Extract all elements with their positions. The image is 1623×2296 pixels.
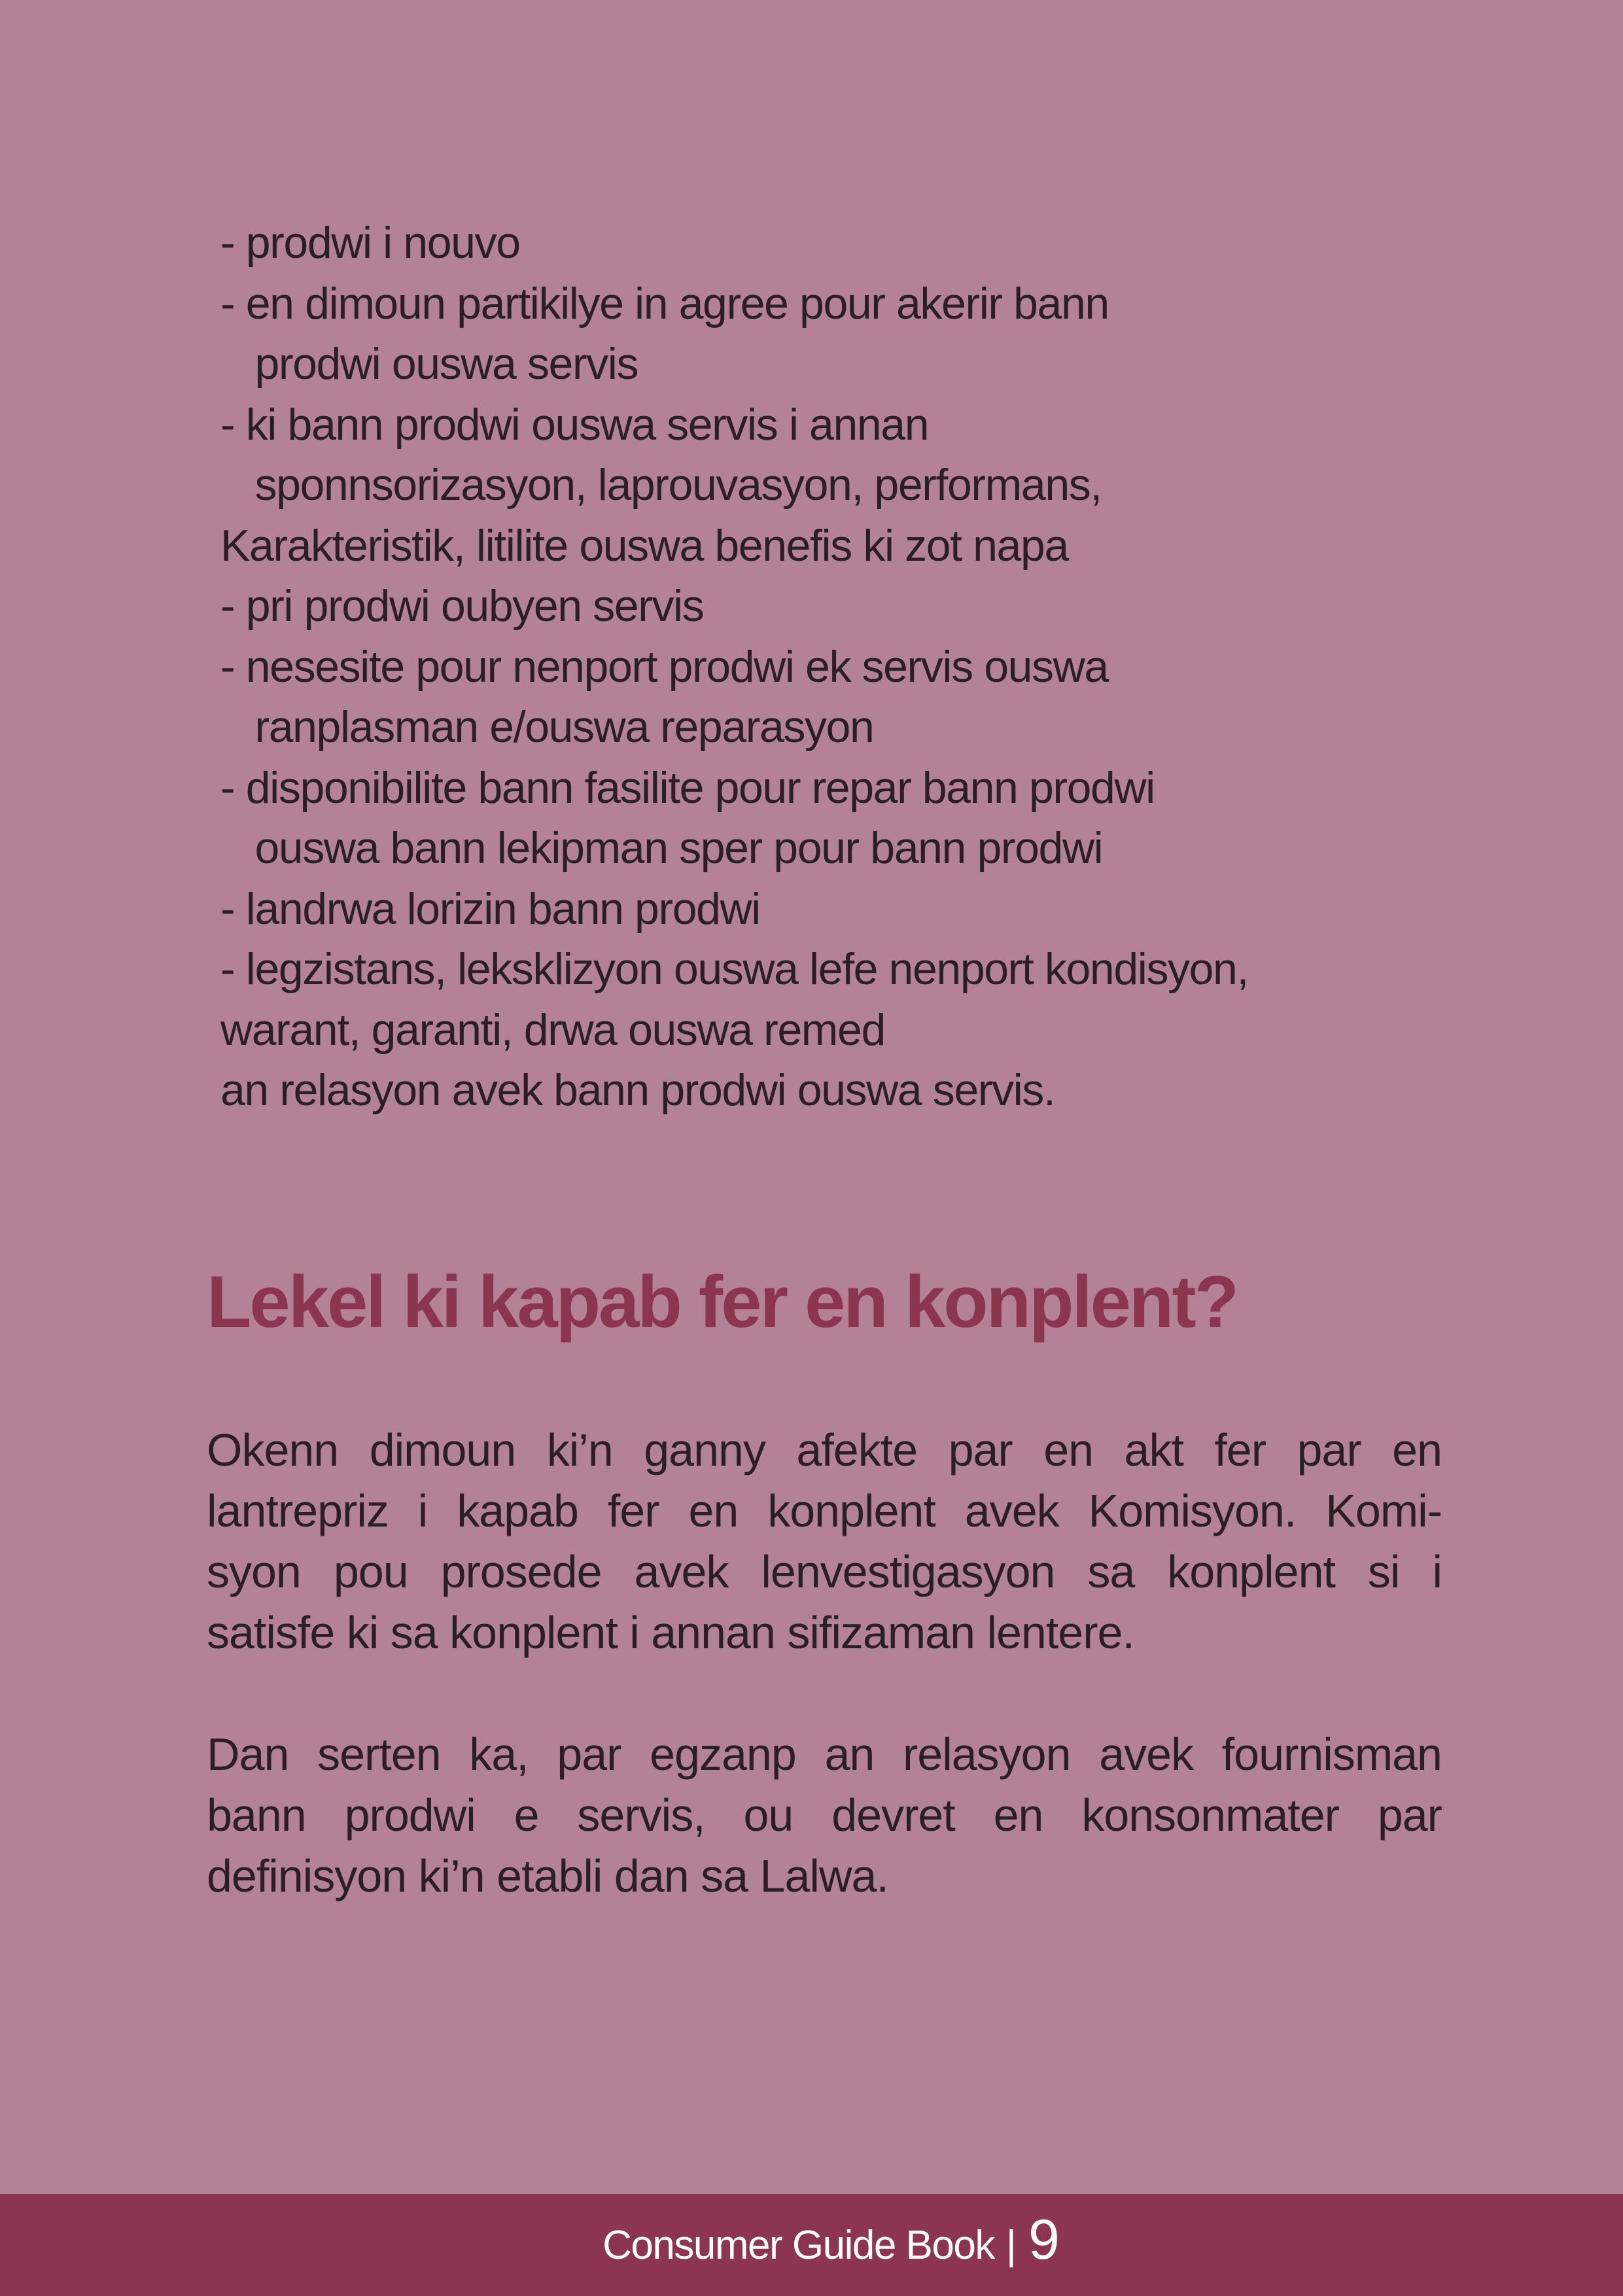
list-line: - nesesite pour nenport prodwi ek servis ouswa: [220, 641, 1108, 692]
paragraph-line: syon pou prosede avek lenvestigasyon sa konplent si i: [207, 1546, 1442, 1597]
list-line: - en dimoun partikilye in agree pour akerir bann: [220, 278, 1109, 328]
requirements-list: [220, 213, 1463, 1121]
list-line: an relasyon avek bann prodwi ouswa servis.: [220, 1065, 1055, 1115]
paragraph-line: Dan serten ka, par egzanp an relasyon avek fournisman: [207, 1729, 1442, 1780]
page-number: 9: [1028, 2208, 1060, 2271]
list-line: ranplasman e/ouswa reparasyon: [220, 702, 874, 752]
list-line: prodwi ouswa servis: [220, 339, 638, 389]
list-line: - legzistans, leksklizyon ouswa lefe nenport kondisyon,: [220, 944, 1248, 994]
paragraph-line: bann prodwi e servis, ou devret en konsonmater par: [207, 1790, 1442, 1841]
page-footer: [0, 2194, 1623, 2296]
list-line: Karakteristik, litilite ouswa benefis ki zot napa: [220, 520, 1068, 571]
section-heading: Lekel ki kapab fer en konplent?: [207, 1261, 1238, 1343]
list-line: - landrwa lorizin bann prodwi: [220, 883, 760, 934]
list-line: warant, garanti, drwa ouswa remed: [220, 1004, 885, 1055]
list-line: - ki bann prodwi ouswa servis i annan: [220, 399, 929, 450]
list-line: - pri prodwi oubyen servis: [220, 581, 704, 631]
paragraph-line: satisfe ki sa konplent i annan sifizaman lentere.: [207, 1607, 1134, 1658]
list-line: - disponibilite bann fasilite pour repar bann prodwi: [220, 762, 1155, 813]
list-line: ouswa bann lekipman sper pour bann prodwi: [220, 823, 1103, 873]
paragraph-who-can-complain: [207, 1420, 1442, 1663]
paragraph-line: Okenn dimoun ki’n ganny afekte par en akt fer par en: [207, 1424, 1442, 1475]
paragraph-line: definisyon ki’n etabli dan sa Lalwa.: [207, 1850, 888, 1901]
footer-title: Consumer Guide Book: [602, 2222, 994, 2268]
footer-separator: |: [1005, 2222, 1017, 2268]
list-line: sponnsorizasyon, laprouvasyon, performans,: [220, 460, 1102, 510]
paragraph-consumer-definition: [207, 1724, 1442, 1907]
paragraph-line: lantrepriz i kapab fer en konplent avek Komisyon. Komi-: [207, 1485, 1442, 1536]
list-line: - prodwi i nouvo: [220, 218, 520, 268]
